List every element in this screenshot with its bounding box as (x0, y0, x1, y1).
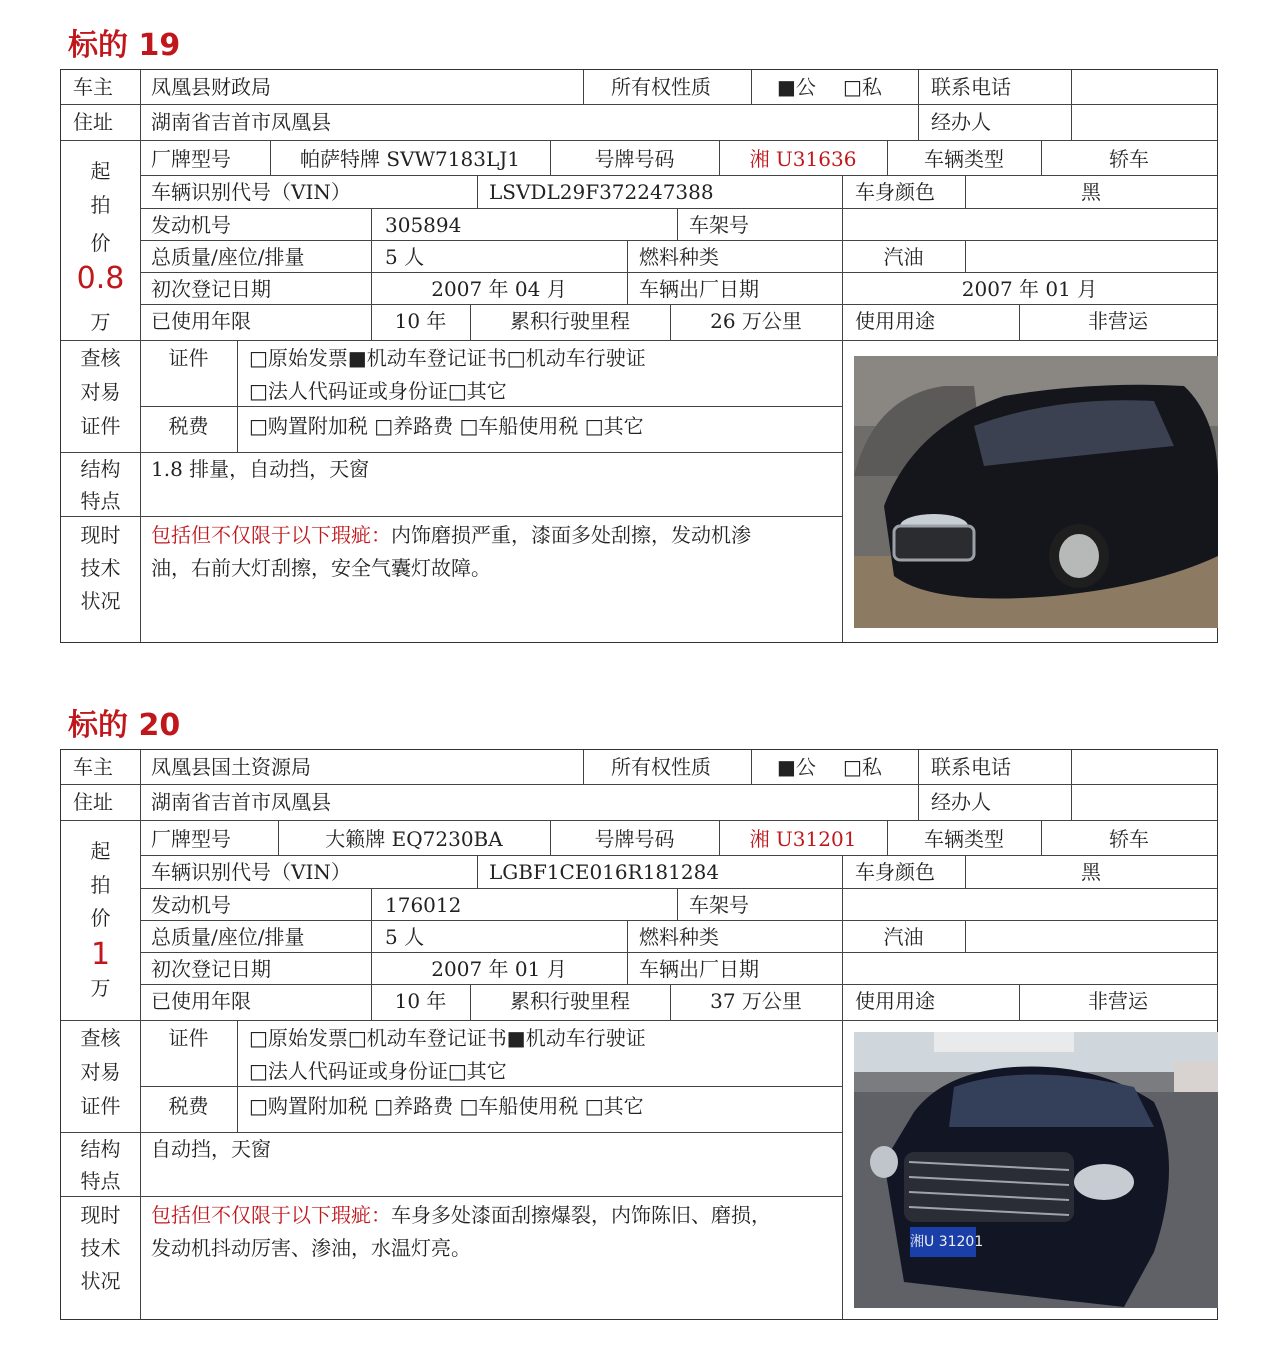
brand-value: 帕萨特牌 SVW7183LJ1 (300, 147, 520, 171)
ownership-label: 所有权性质 (611, 755, 711, 779)
years-value: 10 年 (394, 309, 447, 333)
mileage-label: 累积行驶里程 (510, 989, 630, 1013)
mass-label: 总质量/座位/排量 (151, 925, 305, 949)
years-value: 10 年 (394, 989, 447, 1013)
fuel-value: 汽油 (883, 245, 924, 269)
use-value: 非营运 (1088, 309, 1148, 333)
price-char: 起 (90, 839, 111, 863)
cert-line-1: □原始发票■机动车登记证书□机动车行驶证 (249, 346, 646, 370)
phone-label: 联系电话 (931, 755, 1011, 779)
docs-head: 查核 (80, 1026, 121, 1050)
features-value: 1.8 排量，自动挡，天窗 (151, 457, 370, 481)
body-color-label: 车身颜色 (855, 180, 935, 204)
owner-label: 车主 (73, 75, 113, 99)
condition-head: 技术 (80, 1236, 121, 1260)
condition-line-2: 油，右前大灯刮擦，安全气囊灯故障。 (151, 556, 491, 580)
phone-label: 联系电话 (931, 75, 1011, 99)
mileage-value: 37 万公里 (710, 989, 802, 1013)
docs-head: 对易 (80, 1060, 121, 1084)
mass-value: 5 人 (385, 925, 425, 949)
use-label: 使用用途 (855, 989, 935, 1013)
owner-value: 凤凰县国土资源局 (151, 755, 311, 779)
vehicle-type-label: 车辆类型 (924, 827, 1004, 851)
price-char: 价 (90, 231, 111, 255)
cert-line-1: □原始发票□机动车登记证书■机动车行驶证 (249, 1026, 646, 1050)
condition-line-2: 发动机抖动厉害、渗油，水温灯亮。 (151, 1236, 471, 1260)
body-color-label: 车身颜色 (855, 860, 935, 884)
brand-label: 厂牌型号 (151, 147, 231, 171)
vehicle-type-value: 轿车 (1109, 147, 1149, 171)
docs-head: 对易 (80, 380, 121, 404)
vehicle-type-value: 轿车 (1109, 827, 1149, 851)
owner-value: 凤凰县财政局 (151, 75, 271, 99)
condition-text: 内饰磨损严重，漆面多处刮擦，发动机渗 (391, 523, 751, 547)
price-char: 价 (90, 906, 111, 930)
reg-date-value: 2007 年 04 月 (431, 277, 567, 301)
years-label: 已使用年限 (151, 989, 251, 1013)
address-label: 住址 (73, 790, 113, 814)
fuel-value: 汽油 (883, 925, 924, 949)
use-value: 非营运 (1088, 989, 1148, 1013)
use-label: 使用用途 (855, 309, 935, 333)
cert-label: 证件 (168, 1026, 209, 1050)
mileage-value: 26 万公里 (710, 309, 802, 333)
tax-line: □购置附加税 □养路费 □车船使用税 □其它 (249, 1094, 644, 1118)
body-color-value: 黑 (1081, 180, 1101, 204)
price-unit: 万 (90, 976, 111, 1000)
fuel-label: 燃料种类 (639, 245, 719, 269)
vin-label: 车辆识别代号（VIN） (151, 860, 351, 884)
plate-value: 湘 U31201 (749, 827, 857, 851)
condition-text: 车身多处漆面刮擦爆裂，内饰陈旧、磨损， (391, 1203, 771, 1227)
tax-label: 税费 (168, 1094, 209, 1118)
brand-label: 厂牌型号 (151, 827, 231, 851)
vehicle-sheet (60, 749, 1218, 1320)
photo-license-plate: 湘U 31201 (910, 1234, 984, 1250)
docs-head: 证件 (80, 1094, 121, 1118)
reg-date-label: 初次登记日期 (151, 957, 271, 981)
features-value: 自动挡，天窗 (151, 1137, 271, 1161)
vin-value: LSVDL29F372247388 (489, 180, 714, 204)
ownership-public: ■公 (777, 755, 816, 779)
years-label: 已使用年限 (151, 309, 251, 333)
address-label: 住址 (73, 110, 113, 134)
vehicle-photo (854, 356, 1218, 628)
address-value: 湖南省吉首市凤凰县 (151, 110, 331, 134)
engine-value: 176012 (385, 893, 462, 917)
features-head: 结构 (80, 457, 121, 481)
vehicle-photo (854, 1032, 1218, 1308)
cert-label: 证件 (168, 346, 209, 370)
cert-line-2: □法人代码证或身份证□其它 (249, 1059, 507, 1083)
condition-head: 状况 (80, 589, 121, 613)
condition-line-1 (151, 1202, 771, 1228)
plate-value: 湘 U31636 (749, 147, 857, 171)
mass-label: 总质量/座位/排量 (151, 245, 305, 269)
features-head: 特点 (80, 489, 121, 513)
plate-label: 号牌号码 (594, 147, 675, 171)
mass-value: 5 人 (385, 245, 425, 269)
vehicle-sheet (60, 69, 1218, 643)
condition-prefix: 包括但不仅限于以下瑕疵： (151, 523, 391, 547)
mfg-date-label: 车辆出厂日期 (639, 957, 759, 981)
starting-price: 1 (90, 937, 111, 972)
price-char: 拍 (90, 873, 111, 897)
starting-price: 0.8 (76, 261, 125, 296)
condition-prefix: 包括但不仅限于以下瑕疵： (151, 1203, 391, 1227)
plate-label: 号牌号码 (594, 827, 675, 851)
vin-value: LGBF1CE016R181284 (489, 860, 720, 884)
condition-head: 技术 (80, 556, 121, 580)
ownership-private: □私 (843, 75, 882, 99)
mfg-date-label: 车辆出厂日期 (639, 277, 759, 301)
price-char: 拍 (90, 193, 111, 217)
engine-value: 305894 (385, 213, 462, 237)
features-head: 结构 (80, 1137, 121, 1161)
price-unit: 万 (90, 310, 111, 334)
condition-line-1 (151, 522, 751, 548)
ownership-public: ■公 (777, 75, 816, 99)
cert-line-2: □法人代码证或身份证□其它 (249, 379, 507, 403)
features-head: 特点 (80, 1169, 121, 1193)
agent-label: 经办人 (931, 790, 991, 814)
condition-head: 状况 (80, 1269, 121, 1293)
reg-date-label: 初次登记日期 (151, 277, 271, 301)
engine-label: 发动机号 (151, 213, 231, 237)
condition-head: 现时 (80, 1203, 121, 1227)
tax-line: □购置附加税 □养路费 □车船使用税 □其它 (249, 414, 644, 438)
address-value: 湖南省吉首市凤凰县 (151, 790, 331, 814)
condition-head: 现时 (80, 523, 121, 547)
ownership-label: 所有权性质 (611, 75, 711, 99)
docs-head: 查核 (80, 346, 121, 370)
frame-label: 车架号 (689, 893, 749, 917)
price-char: 起 (90, 159, 111, 183)
body-color-value: 黑 (1081, 860, 1101, 884)
lot-title: 标的 19 (68, 28, 181, 63)
tax-label: 税费 (168, 414, 209, 438)
mileage-label: 累积行驶里程 (510, 309, 630, 333)
fuel-label: 燃料种类 (639, 925, 719, 949)
brand-value: 大籁牌 EQ7230BA (325, 827, 503, 851)
agent-label: 经办人 (931, 110, 991, 134)
vehicle-type-label: 车辆类型 (924, 147, 1004, 171)
mfg-date-value: 2007 年 01 月 (961, 277, 1098, 301)
lot-title: 标的 20 (68, 708, 181, 743)
owner-label: 车主 (73, 755, 113, 779)
ownership-private: □私 (843, 755, 882, 779)
reg-date-value: 2007 年 01 月 (431, 957, 567, 981)
frame-label: 车架号 (689, 213, 749, 237)
engine-label: 发动机号 (151, 893, 231, 917)
docs-head: 证件 (80, 414, 121, 438)
vin-label: 车辆识别代号（VIN） (151, 180, 351, 204)
